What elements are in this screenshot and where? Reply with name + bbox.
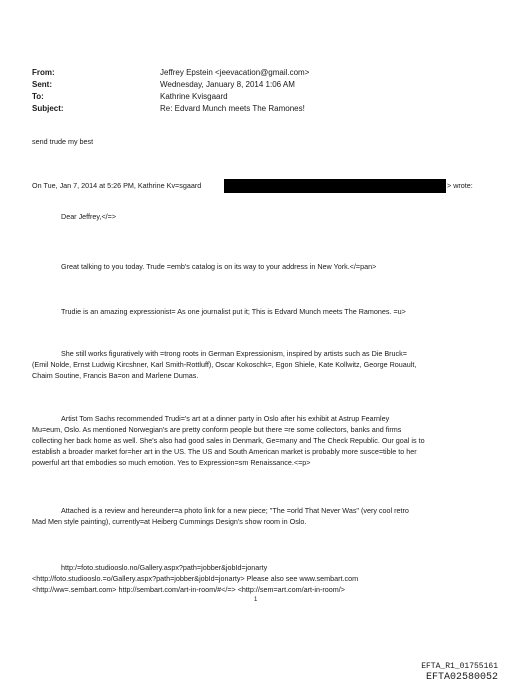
- bates-number-large: EFTA02580052: [425, 672, 498, 683]
- paragraph-5-line: Attached is a review and hereunder=a photo link for a new piece; "The =orld That Never Was" (very cool retro: [61, 506, 409, 515]
- paragraph-3-line: She still works figuratively with =trong roots in German Expressionism, inspired by artists such as Die Bruck=: [61, 349, 407, 358]
- subject-row: [32, 104, 472, 114]
- sent-value: Wednesday, January 8, 2014 1:06 AM: [160, 80, 295, 89]
- quote-intro: On Tue, Jan 7, 2014 at 5:26 PM, Kathrine Kv=sgaard: [32, 181, 202, 190]
- salutation: Dear Jeffrey,</=>: [61, 212, 117, 221]
- sent-label: Sent:: [32, 80, 52, 89]
- paragraph-3-line: Chaim Soutine, Francis Ba=on and Marlene Dumas.: [32, 371, 199, 380]
- link-line: http:/=foto.studiooslo.no/Gallery.aspx?path=jobber&jobId=jonarty: [61, 563, 268, 572]
- from-value: Jeffrey Epstein <jeevacation@gmail.com>: [160, 68, 310, 77]
- to-row: [32, 92, 472, 102]
- subject-value: Re: Edvard Munch meets The Ramones!: [160, 104, 305, 113]
- to-label: To:: [32, 92, 44, 101]
- paragraph-3-line: (Emil Nolde, Ernst Ludwig Kircshner, Karl Smith-Rottluff), Oscar Kokoschk=, Egon Shiele, Kate Kollwitz, George Rouault,: [32, 360, 417, 369]
- paragraph-4-line: establish a broader market for=her art in the US. The US and South American market is probably more susce=tible to her: [32, 447, 417, 456]
- paragraph-5-line: Mad Men style painting), currently=at Heiberg Cummings Design's show room in Oslo.: [32, 517, 307, 526]
- paragraph-1: Great talking to you today. Trude =emb's catalog is on its way to your address in New York.</=pan>: [61, 262, 377, 271]
- paragraph-2: Trudie is an amazing expressionist= As one journalist put it; This is Edvard Munch meets The Ramones. =u>: [61, 307, 406, 316]
- quote-intro-end: > wrote:: [447, 181, 473, 190]
- redaction-box: [224, 179, 446, 193]
- link-line: <http://foto.studiooslo.=o/Gallery.aspx?path=jobber&jobId=jonarty> Please also see www.sembart.com: [32, 574, 359, 583]
- link-line: <http://ww=.sembart.com> http://sembart.com/art-in-room/#</=> <http://sem=art.com/art-in-room/>: [32, 585, 345, 594]
- paragraph-4-line: powerful art that embodies so much emotion. Yes to Expression=sm Renaissance.<=p>: [32, 458, 311, 467]
- bates-number-small: EFTA_R1_01755161: [421, 662, 498, 671]
- paragraph-4-line: Mu=eum, Oslo. As mentioned Norwegian's are pretty conform people but there =re some collectors, banks and firms: [32, 425, 402, 434]
- from-row: [32, 68, 472, 78]
- paragraph-4-line: collecting her back home as well. She's also had good sales in Denmark, Ge=many and The Check Republic. Our goal is to: [32, 436, 425, 445]
- from-label: From:: [32, 68, 55, 77]
- reply-text: send trude my best: [32, 137, 94, 146]
- sent-row: [32, 80, 472, 90]
- subject-label: Subject:: [32, 104, 64, 113]
- to-value: Kathrine Kvisgaard: [160, 92, 228, 101]
- page-number: 1: [254, 597, 258, 603]
- paragraph-4-line: Artist Tom Sachs recommended Trudi='s art at a dinner party in Oslo after his exhibit at Astrup Fearnley: [61, 414, 390, 423]
